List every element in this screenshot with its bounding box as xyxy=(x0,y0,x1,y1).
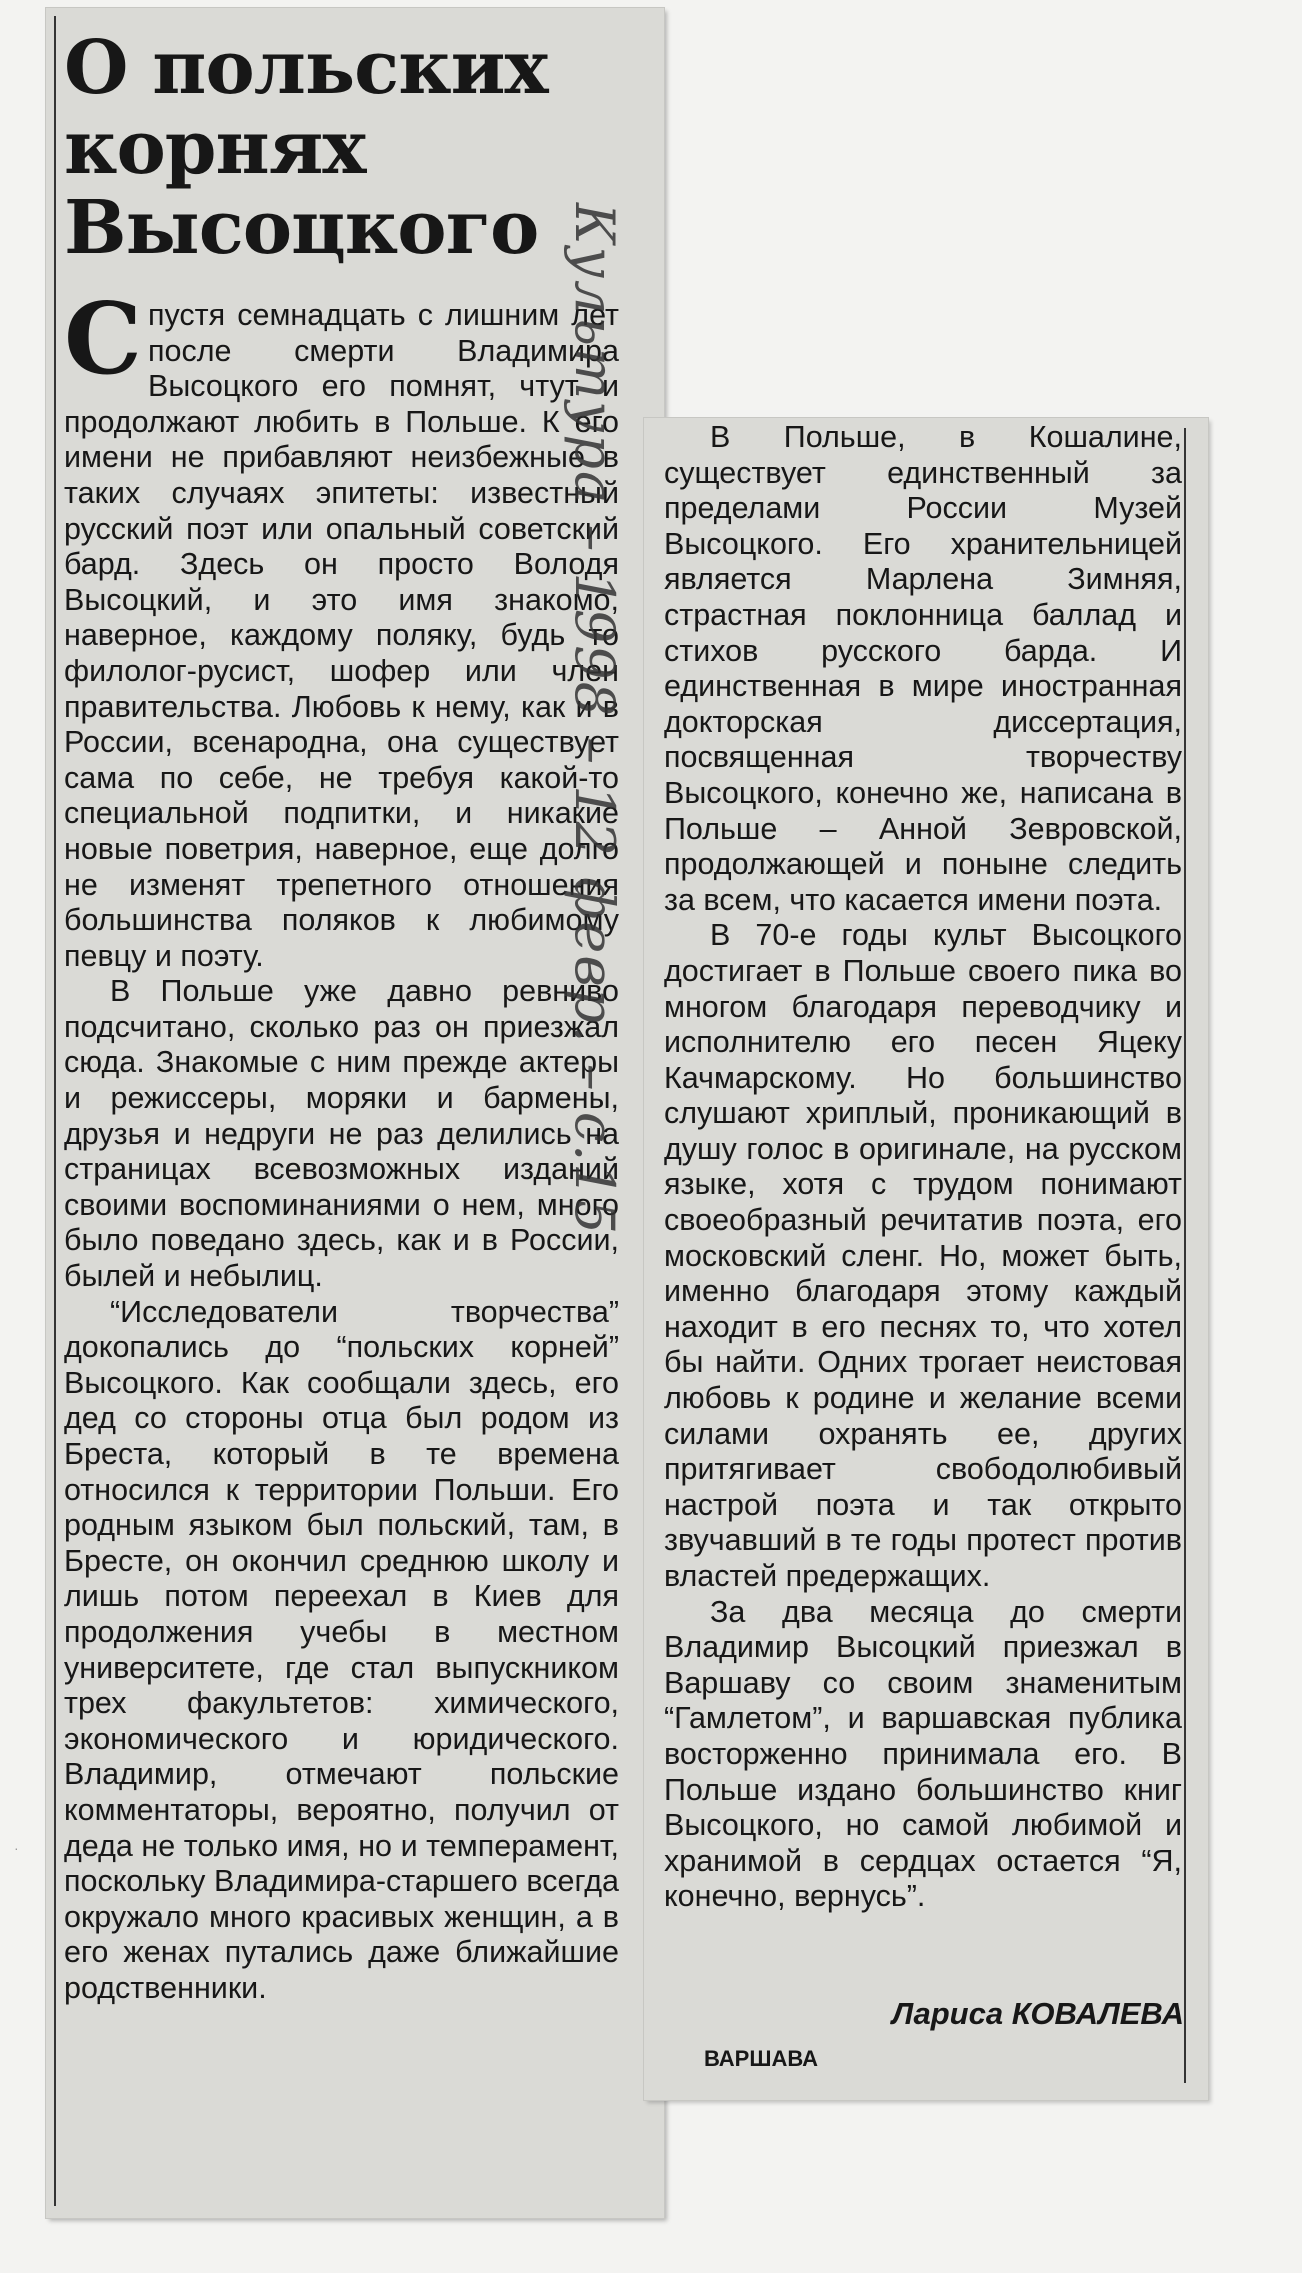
paper-speck: · xyxy=(14,1840,19,1856)
drop-cap: С xyxy=(64,282,142,397)
handwritten-note: Культура – 1998 – 12 февр. – с.15 xyxy=(563,203,626,1236)
article-column-left xyxy=(64,282,619,2007)
author-byline: Лариса КОВАЛЕВА xyxy=(891,1996,1184,2031)
paragraph-1-text: пустя семнадцать с лишним лет после смерти Владимира Высоцкого его помнят, чтут и продолжают любить в Польше. К его имени не прибавляют неизбежные в таких случаях эпитеты: известный русский поэт или опальный советский бард. Здесь он просто Володя Высоцкий, и это имя знакомо, наверное, каждому поляку, будь то филолог-русист, шофер или член правительства. Любовь к нему, как и в России, всенародна, она существует сама по себе, не требуя какой-то специальной подпитки, и никакие новые поветрия, наверное, еще долго не изменят трепетного отношения большинства поляков к любимому певцу и поэту. xyxy=(64,298,619,973)
headline-line-2: корнях xyxy=(64,105,366,191)
dateline-city: ВАРШАВА xyxy=(704,2046,819,2071)
clipping-left xyxy=(46,8,664,2218)
clipping-right xyxy=(644,418,1208,2100)
paragraph-4: В Польше, в Кошалине, существует единственный за пределами России Музей Высоцкого. Его хранительницей является Марлена Зимняя, страстная поклонница баллад и стихов русского барда. И единственная в мире иностранная докторская диссертация, посвященная творчеству Высоцкого, конечно же, написана в Польше – Анной Зевровской, продолжающей и поныне следить за всем, что касается имени поэта. xyxy=(664,420,1182,917)
column-rule-left xyxy=(54,16,56,2206)
article-column-right xyxy=(664,420,1182,1915)
column-rule-right xyxy=(1184,428,1186,2083)
headline xyxy=(64,25,584,271)
paragraph-2: В Польше уже давно ревниво подсчитано, сколько раз он приезжал сюда. Знакомые с ним прежде актеры и режиссеры, моряки и бармены, друзья и недруги не раз делились на страницах всевозможных изданий своими воспоминаниями о нем, много было поведано здесь, как и в России, былей и небылиц. xyxy=(64,974,619,1294)
headline-line-1: О польских xyxy=(64,25,548,111)
paragraph-6: За два месяца до смерти Владимир Высоцкий приезжал в Варшаву со своим знаменитым “Гамлетом”, и варшавская публика восторженно принимала его. В Польше издано большинство книг Высоцкого, но самой любимой и хранимой в сердцах остается “Я, конечно, вернусь”. xyxy=(664,1594,1182,1914)
paragraph-3: “Исследователи творчества” докопались до “польских корней” Высоцкого. Как сообщали здесь, его дед со стороны отца был родом из Бреста, который в те времена относился к территории Польши. Его родным языком был польский, там, в Бресте, он окончил среднюю школу и лишь потом переехал в Киев для продолжения учебы в местном университете, где стал выпускником трех факультетов: химического, экономического и юридического. Владимир, отмечают польские комментаторы, вероятно, получил от деда не только имя, но и темперамент, поскольку Владимира-старшего всегда окружало много красивых женщин, а в его женах путались даже ближайшие родственники. xyxy=(64,1294,619,2005)
headline-line-3: Высоцкого xyxy=(64,185,539,271)
paragraph-5: В 70-е годы культ Высоцкого достигает в Польше своего пика во многом благодаря переводчику и исполнителю его песен Яцеку Качмарскому. Но большинство слушают хриплый, проникающий в душу голос в оригинале, на русском языке, хотя с трудом понимают своеобразный речитатив поэта, его московский сленг. Но, может быть, именно благодаря этому каждый находит в его песнях то, что хотел бы найти. Одних трогает неистовая любовь к родине и желание всеми силами охранять ее, других притягивает свободолюбивый настрой поэта и так открыто звучавший в те годы протест против властей предержащих. xyxy=(664,918,1182,1593)
paragraph-1 xyxy=(64,282,619,974)
